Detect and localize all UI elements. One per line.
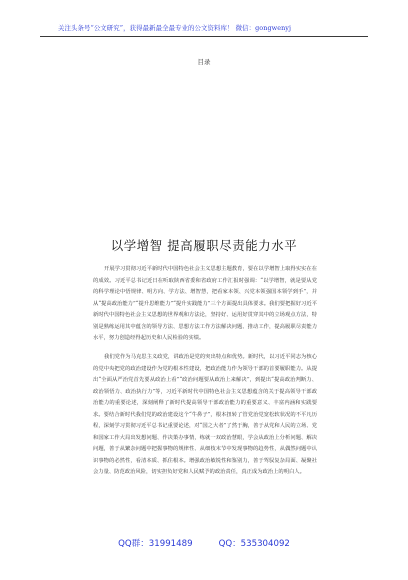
article-paragraph-1: 开展学习贯彻习近平新时代中国特色社会主义思想主题教育，要在以学增智上取得实实在在的成效。习近平总书记近日在听取陕西省委和省政府工作汇报时强调：“以学增智，就是要从党的科学理论中悟规律、明方向、学方法、增智慧，把看家本领、兴党本领强国本领学到手”，并从“提高政治能力”“提升思维能力”“提升实践能力”三个方面提出具体要求。我们要把握好习近平新时代中国特色社会主义思想的世界观和方法论，坚持好、运用好贯穿其中的立场观点方法，特别是熟练运用其中蕴含的领导方法、思想方法工作方法解决问题、推动工作，提高履职尽责能力水平，努力创造经得起历史和人民检验的实绩。	[93, 266, 317, 341]
qq-number-text[interactable]: QQ：535304092	[218, 539, 290, 549]
article-title: 以学增智 提高履职尽责能力水平	[110, 238, 298, 253]
article-paragraph-2: 我们党作为马克思主义政党，讲政治是党的突出特点和优势。新时代，以习近平同志为核心的党中央把党的政治建设作为党的根本性建设，把政治能力作为领导干部的首要履职能力。从提出“全面从严治党首先要从政治上看”“政治问题要从政治上来解决”，到提出“提高政治判断力、政治领悟力、政治执行力”等，习近平新时代中国特色社会主义思想蕴含的关于提高领导干部政治能力的重要论述，深刻阐释了新时代提高领导干部政治能力的重要意义、丰富内涵和实践要求。要结合新时代我们党的政治建设这个“牛鼻子”，根本扭转了管党治党宽松软状况的不平凡历程，深刻学习贯彻习近平总书记重要论述，对“国之大者”了然于胸，善于从党和人民的立场、党和国家工作大局出发想问题、作决策办事情，练就一双政治慧眼，学会从政治上分析问题、解决问题，善于从繁杂问题中把握事物的规律性、从细枝末节中发现事物的趋势性，从偶然问题中认识事物的必然性，看清本质、抓住根本。增强政治敏锐性和鉴别力，善于驾驭复杂局面、凝聚社会力量、防范政治风险，切实担负好党和人民赋予的政治责任，真正成为政治上的明白人。	[93, 354, 317, 475]
header-divider	[40, 36, 368, 37]
toc-label: 目录	[197, 58, 211, 66]
qq-group-text[interactable]: QQ群：31991489	[118, 539, 193, 549]
footer-contact	[0, 538, 408, 550]
header-banner[interactable]: 关注头条号“公文研究”，获得最新最全最专业的公文资料库！ 微信：gongwenyj	[58, 24, 292, 32]
